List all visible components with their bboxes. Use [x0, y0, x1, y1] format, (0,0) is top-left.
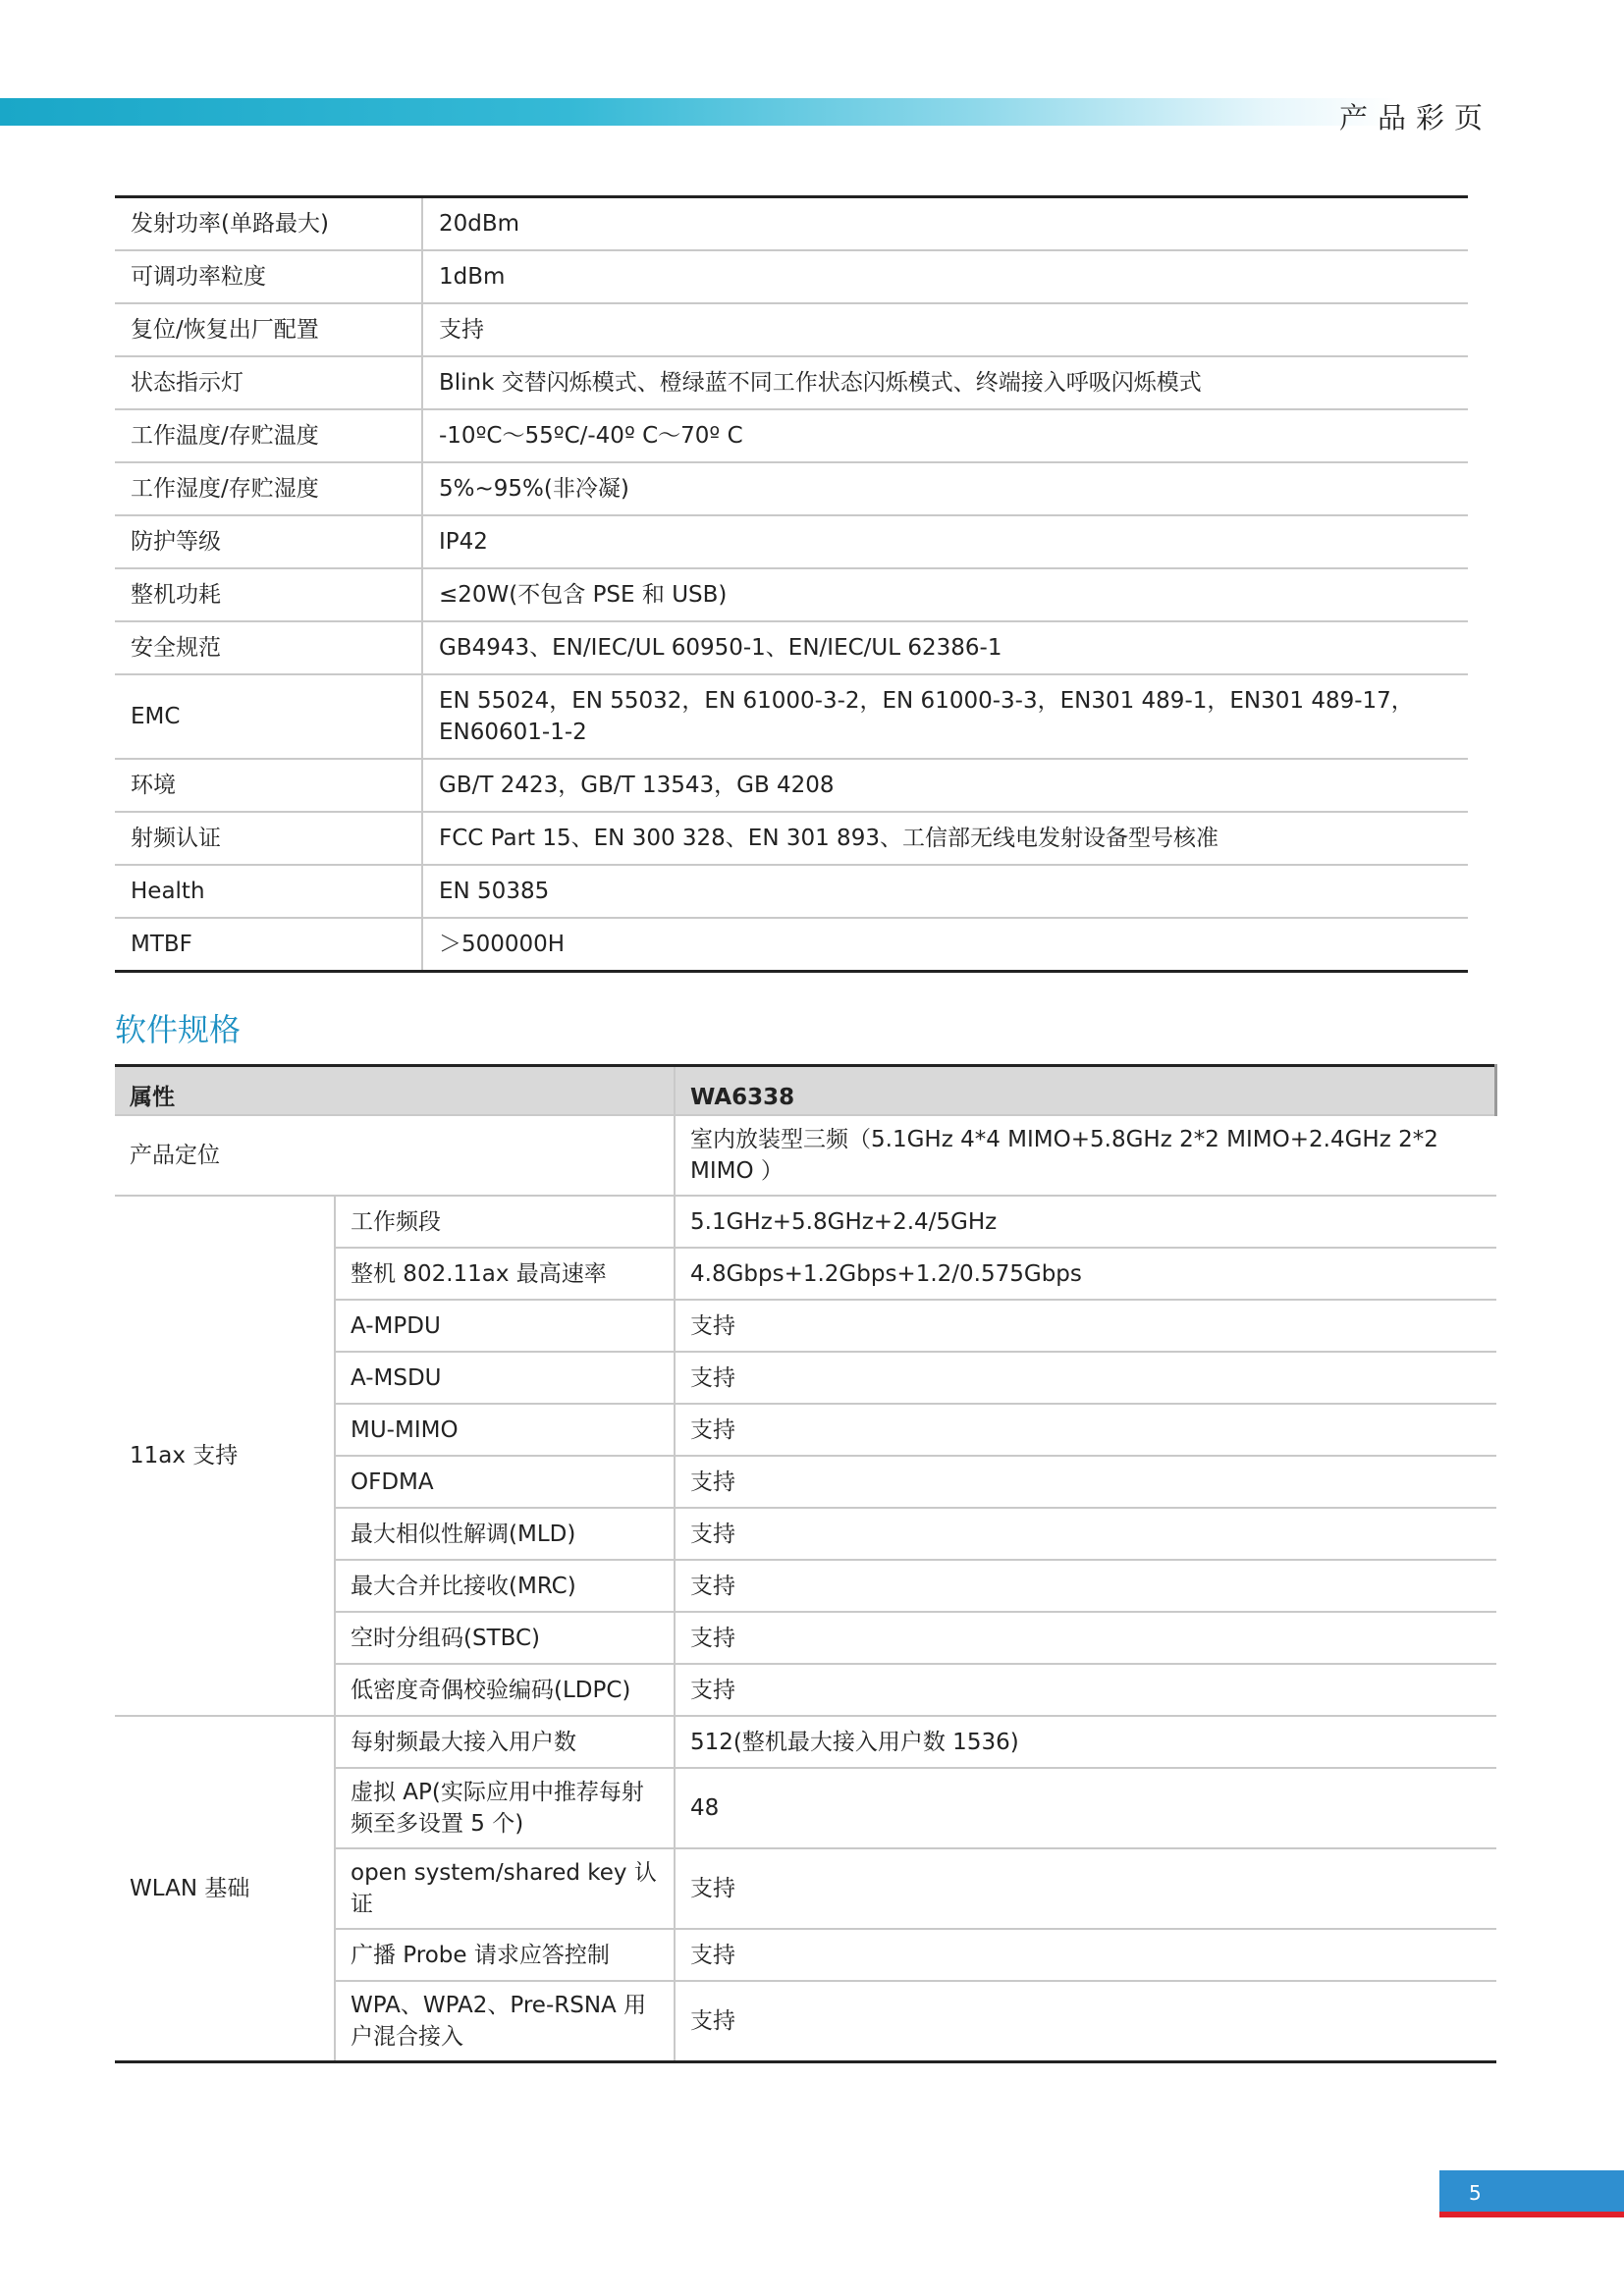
row-key: 可调功率粒度	[115, 250, 422, 303]
row-value: 1dBm	[422, 250, 1468, 303]
software-spec-table	[115, 1064, 1497, 2063]
table-row	[115, 865, 1468, 918]
row-value: 支持	[675, 1664, 1496, 1716]
row-value: 支持	[675, 1929, 1496, 1981]
group-name: WLAN 基础	[115, 1716, 335, 2062]
row-key: EMC	[115, 674, 422, 759]
row-value: 支持	[675, 1612, 1496, 1664]
row-value: 支持	[690, 2008, 735, 2034]
row-value: 支持	[675, 1848, 1496, 1929]
row-value: 支持	[675, 1456, 1496, 1508]
table-header-row	[115, 1066, 1496, 1116]
row-value: 支持	[675, 1404, 1496, 1456]
row-key: 工作湿度/存贮湿度	[115, 462, 422, 515]
row-key: WPA、WPA2、Pre-RSNA 用户混合接入	[335, 1981, 675, 2062]
table-row	[115, 918, 1468, 972]
row-value: 支持	[675, 1352, 1496, 1404]
table-row	[115, 759, 1468, 812]
row-value: Blink 交替闪烁模式、橙绿蓝不同工作状态闪烁模式、终端接入呼吸闪烁模式	[422, 356, 1468, 409]
header-attribute: 属性	[115, 1066, 675, 1116]
row-key: 防护等级	[115, 515, 422, 568]
row-key: 每射频最大接入用户数	[335, 1716, 675, 1768]
hardware-spec-table	[115, 195, 1468, 973]
table-row	[115, 674, 1468, 759]
row-key: 状态指示灯	[115, 356, 422, 409]
row-key: 虚拟 AP(实际应用中推荐每射频至多设置 5 个)	[335, 1768, 675, 1848]
row-value: GB/T 2423，GB/T 13543，GB 4208	[422, 759, 1468, 812]
row-key: 空时分组码(STBC)	[335, 1612, 675, 1664]
row-value: 支持	[675, 1560, 1496, 1612]
table-row	[115, 409, 1468, 462]
row-value: EN 50385	[422, 865, 1468, 918]
row-key: 环境	[115, 759, 422, 812]
row-key: 整机功耗	[115, 568, 422, 621]
row-key: 整机 802.11ax 最高速率	[335, 1248, 675, 1300]
row-value: IP42	[422, 515, 1468, 568]
row-value: 4.8Gbps+1.2Gbps+1.2/0.575Gbps	[675, 1248, 1496, 1300]
row-value: 5%~95%(非冷凝)	[422, 462, 1468, 515]
row-key: 低密度奇偶校验编码(LDPC)	[335, 1664, 675, 1716]
table-row	[115, 812, 1468, 865]
table-row	[115, 197, 1468, 251]
row-key: A-MSDU	[335, 1352, 675, 1404]
row-value: 支持	[675, 1508, 1496, 1560]
section-title-software: 软件规格	[115, 1011, 242, 1048]
row-key: 工作频段	[335, 1196, 675, 1248]
row-value: 室内放装型三频（5.1GHz 4*4 MIMO+5.8GHz 2*2 MIMO+2.4GHz 2*2 MIMO ）	[675, 1115, 1496, 1196]
row-value: 支持	[675, 1300, 1496, 1352]
table-row	[115, 1115, 1496, 1196]
row-key: 产品定位	[115, 1115, 675, 1196]
row-key: 发射功率(单路最大)	[115, 197, 422, 251]
page-number-accent-line	[1439, 2212, 1624, 2217]
table-row	[115, 621, 1468, 674]
row-key: 工作温度/存贮温度	[115, 409, 422, 462]
row-value: -10ºC～55ºC/-40º C～70º C	[422, 409, 1468, 462]
row-value: 20dBm	[422, 197, 1468, 251]
row-value: ＞500000H	[439, 932, 566, 957]
page-header-title: 产品彩页	[1338, 101, 1492, 134]
table-row	[115, 356, 1468, 409]
table-row	[115, 250, 1468, 303]
table-row	[115, 1716, 1496, 1768]
row-key: Health	[115, 865, 422, 918]
row-key: 射频认证	[115, 812, 422, 865]
row-key: 最大相似性解调(MLD)	[335, 1508, 675, 1560]
table-row	[115, 1196, 1496, 1248]
row-value: 512(整机最大接入用户数 1536)	[675, 1716, 1496, 1768]
header-model: WA6338	[675, 1066, 1496, 1116]
row-value: 5.1GHz+5.8GHz+2.4/5GHz	[675, 1196, 1496, 1248]
row-key: 复位/恢复出厂配置	[115, 303, 422, 356]
row-key: A-MPDU	[335, 1300, 675, 1352]
row-key: 安全规范	[115, 621, 422, 674]
row-value: FCC Part 15、EN 300 328、EN 301 893、工信部无线电发射设备型号核准	[422, 812, 1468, 865]
page-number: 5	[1439, 2170, 1624, 2216]
row-value: EN 55024，EN 55032，EN 61000-3-2，EN 61000-3-3，EN301 489-1，EN301 489-17，EN60601-1-2	[422, 674, 1468, 759]
row-key: 广播 Probe 请求应答控制	[335, 1929, 675, 1981]
row-key: MTBF	[115, 918, 422, 972]
table-row	[115, 303, 1468, 356]
row-key: MU-MIMO	[335, 1404, 675, 1456]
row-key: OFDMA	[335, 1456, 675, 1508]
table-row	[115, 568, 1468, 621]
table-row	[115, 462, 1468, 515]
group-name: 11ax 支持	[115, 1196, 335, 1716]
table-row	[115, 515, 1468, 568]
row-value: GB4943、EN/IEC/UL 60950-1、EN/IEC/UL 62386-1	[422, 621, 1468, 674]
row-value: 支持	[422, 303, 1468, 356]
row-value: ≤20W(不包含 PSE 和 USB)	[422, 568, 1468, 621]
row-key: open system/shared key 认证	[335, 1848, 675, 1929]
row-value: 48	[675, 1768, 1496, 1848]
row-key: 最大合并比接收(MRC)	[335, 1560, 675, 1612]
